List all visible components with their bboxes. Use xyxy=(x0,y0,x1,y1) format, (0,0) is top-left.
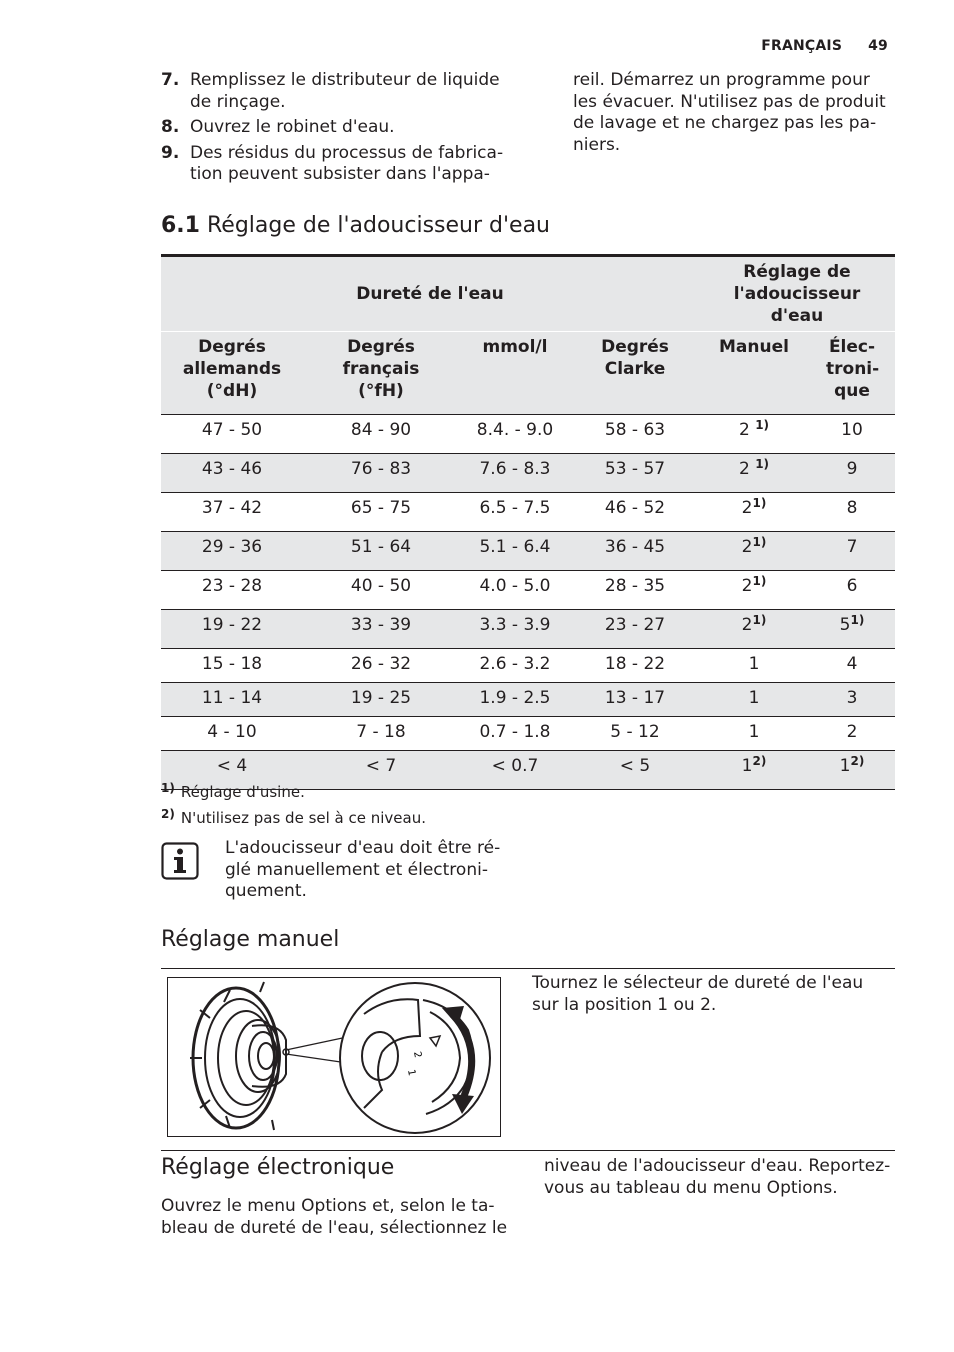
cell-fh: 40 - 50 xyxy=(303,571,459,610)
cell-clarke: 58 - 63 xyxy=(571,415,699,454)
table-row xyxy=(161,532,895,571)
elec-value: 6 xyxy=(846,576,858,596)
cell-dh: 37 - 42 xyxy=(161,493,303,532)
footnote xyxy=(161,782,426,803)
manual-value: 1 xyxy=(748,654,760,674)
column-header: Manuel xyxy=(699,332,809,415)
column-header xyxy=(809,332,895,415)
cell-mmol: 5.1 - 6.4 xyxy=(459,532,571,571)
cell-manual xyxy=(699,454,809,493)
group-header-hardness: Dureté de l'eau xyxy=(161,256,699,332)
cell-fh: 19 - 25 xyxy=(303,683,459,717)
cell-mmol: 2.6 - 3.2 xyxy=(459,649,571,683)
cell-manual xyxy=(699,649,809,683)
electronic-setting-title: Réglage électronique xyxy=(161,1155,395,1180)
step-item xyxy=(161,117,521,139)
cell-clarke: 5 - 12 xyxy=(571,717,699,751)
manual-value: 2 xyxy=(738,420,750,440)
cell-mmol: 3.3 - 3.9 xyxy=(459,610,571,649)
table-row xyxy=(161,454,895,493)
footnote-ref: 1) xyxy=(752,574,767,588)
cell-manual xyxy=(699,415,809,454)
elec-value: 8 xyxy=(846,498,858,518)
cell-clarke: 23 - 27 xyxy=(571,610,699,649)
column-header-text: Degrés Clarke xyxy=(601,337,669,379)
cell-mmol: < 0.7 xyxy=(459,751,571,790)
elec-value: 9 xyxy=(846,459,858,479)
table-row xyxy=(161,415,895,454)
manual-value: 1 xyxy=(748,688,760,708)
group-header-setting-text: Réglage de l'adoucisseur d'eau xyxy=(733,262,861,326)
cell-fh: 7 - 18 xyxy=(303,717,459,751)
header-language: FRANÇAIS xyxy=(761,38,843,54)
divider xyxy=(161,1150,895,1151)
cell-elec xyxy=(809,717,895,751)
manual-value: 1 xyxy=(748,722,760,742)
cell-elec xyxy=(809,683,895,717)
footnote-ref: 1) xyxy=(850,613,865,627)
footnote-ref: 1) xyxy=(755,457,770,471)
cell-manual xyxy=(699,571,809,610)
cell-dh: 4 - 10 xyxy=(161,717,303,751)
manual-value: 1 xyxy=(741,756,753,776)
footnote-ref: 1) xyxy=(752,535,767,549)
info-note xyxy=(161,838,511,903)
footnote xyxy=(161,808,426,829)
section-number: 6.1 xyxy=(161,213,200,238)
cell-clarke: < 5 xyxy=(571,751,699,790)
elec-value: 10 xyxy=(841,420,863,440)
cell-elec xyxy=(809,415,895,454)
steps-list xyxy=(161,70,521,190)
footnotes xyxy=(161,782,426,834)
cell-elec xyxy=(809,454,895,493)
manual-setting-title: Réglage manuel xyxy=(161,927,340,952)
info-note-text: L'adoucisseur d'eau doit être réglé manuellement et électroniquement. xyxy=(225,838,501,901)
cell-dh: < 4 xyxy=(161,751,303,790)
manual-value: 2 xyxy=(741,537,753,557)
cell-elec xyxy=(809,532,895,571)
cell-elec xyxy=(809,751,895,790)
table-row xyxy=(161,571,895,610)
cell-clarke: 46 - 52 xyxy=(571,493,699,532)
cell-mmol: 4.0 - 5.0 xyxy=(459,571,571,610)
footnote-ref: 1) xyxy=(752,613,767,627)
elec-value: 4 xyxy=(846,654,858,674)
elec-value: 5 xyxy=(839,615,851,635)
cell-elec xyxy=(809,610,895,649)
table-row xyxy=(161,649,895,683)
dial-label-2: 2 xyxy=(411,1050,423,1059)
cell-dh: 11 - 14 xyxy=(161,683,303,717)
manual-value: 2 xyxy=(741,576,753,596)
elec-value: 3 xyxy=(846,688,858,708)
footnote-mark: 2) xyxy=(161,807,175,821)
section-title xyxy=(161,212,550,240)
table-row xyxy=(161,683,895,717)
column-header-text: Électronique xyxy=(826,337,880,401)
cell-dh: 19 - 22 xyxy=(161,610,303,649)
electronic-setting-text-continued: niveau de l'adoucisseur d'eau. Reportez-vous au tableau du menu Options. xyxy=(544,1156,891,1198)
cell-fh: 26 - 32 xyxy=(303,649,459,683)
footnote-ref: 2) xyxy=(850,754,865,768)
cell-mmol: 0.7 - 1.8 xyxy=(459,717,571,751)
cell-mmol: 8.4. - 9.0 xyxy=(459,415,571,454)
cell-dh: 15 - 18 xyxy=(161,649,303,683)
table-row xyxy=(161,493,895,532)
dial-illustration xyxy=(167,977,501,1137)
footnote-ref: 2) xyxy=(752,754,767,768)
cell-elec xyxy=(809,649,895,683)
cell-manual xyxy=(699,493,809,532)
cell-fh: 51 - 64 xyxy=(303,532,459,571)
cell-fh: 33 - 39 xyxy=(303,610,459,649)
step-text: Ouvrez le robinet d'eau. xyxy=(190,117,395,137)
elec-value: 1 xyxy=(839,756,851,776)
electronic-setting-text: Ouvrez le menu Options et, selon le tableau de dureté de l'eau, sélectionnez le xyxy=(161,1196,508,1238)
cell-clarke: 36 - 45 xyxy=(571,532,699,571)
divider xyxy=(161,968,895,969)
cell-manual xyxy=(699,610,809,649)
step-text: Remplissez le distributeur de liquide de rinçage. xyxy=(190,70,500,112)
table-row xyxy=(161,717,895,751)
section-heading: Réglage de l'adoucisseur d'eau xyxy=(206,213,550,238)
footnote-ref: 1) xyxy=(752,496,767,510)
cell-elec xyxy=(809,571,895,610)
step-number: 7. xyxy=(161,70,180,90)
step-continuation: reil. Démarrez un programme pour les évacuer. N'utilisez pas de produit de lavage et ne chargez pas les paniers. xyxy=(573,70,886,155)
group-header-setting xyxy=(699,256,895,332)
cell-clarke: 13 - 17 xyxy=(571,683,699,717)
step-number: 9. xyxy=(161,142,180,163)
table-row xyxy=(161,610,895,649)
step-item xyxy=(161,143,521,186)
cell-fh: 84 - 90 xyxy=(303,415,459,454)
column-header-text: Degrés allemands (°dH) xyxy=(182,337,282,401)
page-number: 49 xyxy=(868,38,888,54)
step-text: Des résidus du processus de fabrication peuvent subsister dans l'appa- xyxy=(190,142,504,184)
cell-fh: 76 - 83 xyxy=(303,454,459,493)
elec-value: 7 xyxy=(846,537,858,557)
column-header xyxy=(571,332,699,415)
cell-mmol: 7.6 - 8.3 xyxy=(459,454,571,493)
manual-value: 2 xyxy=(741,615,753,635)
footnote-ref: 1) xyxy=(755,418,770,432)
cell-dh: 43 - 46 xyxy=(161,454,303,493)
footnote-mark: 1) xyxy=(161,781,175,795)
column-header xyxy=(161,332,303,415)
cell-manual xyxy=(699,532,809,571)
cell-clarke: 28 - 35 xyxy=(571,571,699,610)
dial-label-1: 1 xyxy=(405,1068,417,1077)
cell-manual xyxy=(699,751,809,790)
column-header: mmol/l xyxy=(459,332,571,415)
cell-manual xyxy=(699,717,809,751)
running-head xyxy=(761,38,888,54)
cell-fh: < 7 xyxy=(303,751,459,790)
cell-elec xyxy=(809,493,895,532)
hardness-selector-illustration xyxy=(168,978,499,1135)
footnote-text: N'utilisez pas de sel à ce niveau. xyxy=(180,809,427,827)
cell-mmol: 1.9 - 2.5 xyxy=(459,683,571,717)
column-header xyxy=(303,332,459,415)
cell-mmol: 6.5 - 7.5 xyxy=(459,493,571,532)
cell-clarke: 18 - 22 xyxy=(571,649,699,683)
cell-dh: 47 - 50 xyxy=(161,415,303,454)
manual-value: 2 xyxy=(738,459,750,479)
column-header-text: Degrés français (°fH) xyxy=(342,337,420,401)
manual-setting-text: Tournez le sélecteur de dureté de l'eau sur la position 1 ou 2. xyxy=(532,973,864,1015)
info-icon xyxy=(161,842,199,880)
manual-value: 2 xyxy=(741,498,753,518)
cell-clarke: 53 - 57 xyxy=(571,454,699,493)
cell-fh: 65 - 75 xyxy=(303,493,459,532)
cell-manual xyxy=(699,683,809,717)
step-item xyxy=(161,70,521,113)
cell-dh: 23 - 28 xyxy=(161,571,303,610)
elec-value: 2 xyxy=(846,722,858,742)
water-hardness-table xyxy=(161,254,895,790)
footnote-text: Réglage d'usine. xyxy=(180,783,305,801)
step-number: 8. xyxy=(161,117,180,137)
cell-dh: 29 - 36 xyxy=(161,532,303,571)
